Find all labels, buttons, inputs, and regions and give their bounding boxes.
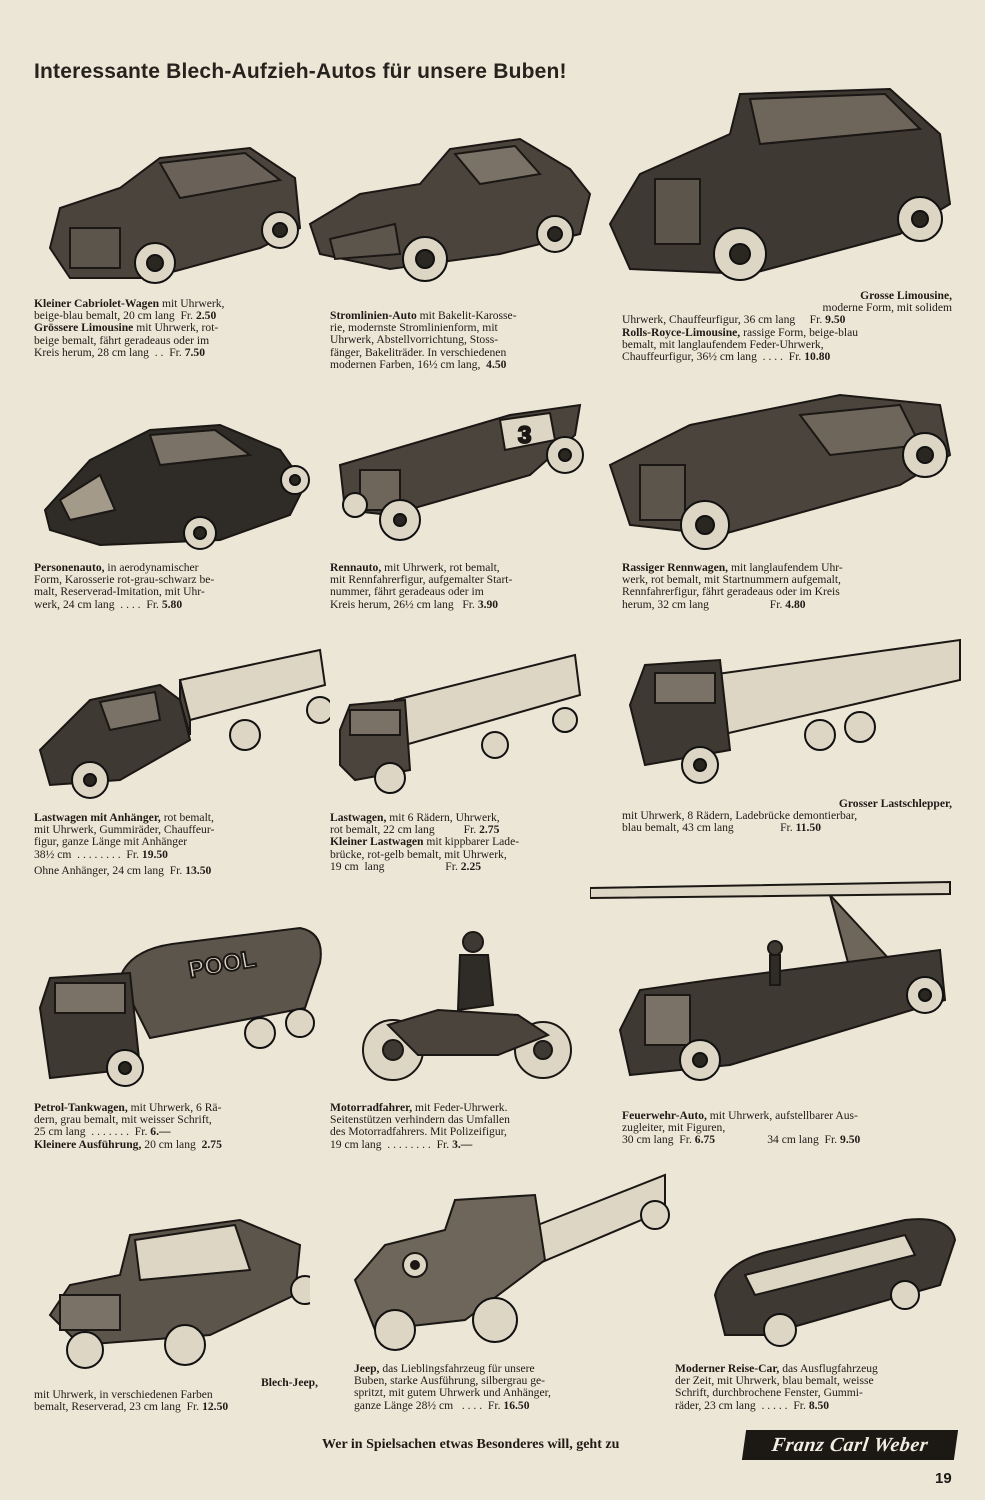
- caption-line: Chauffeurfigur, 36½ cm lang . . . . Fr. 10.80: [622, 351, 831, 364]
- jeep-illustration: [345, 1170, 670, 1360]
- caption-feuerwehr: [622, 1110, 952, 1147]
- caption-line: moderne Form, mit solidem: [822, 302, 952, 315]
- truck-illustration: [590, 880, 965, 1095]
- truck-illustration: [335, 650, 585, 800]
- caption-rennwagen: [622, 562, 952, 611]
- caption-line: Rennfahrerfigur, fährt geradeaus oder im Kreis: [622, 586, 840, 599]
- caption-line: Kleinere Ausführung, 20 cm lang 2.75: [34, 1138, 222, 1151]
- caption-line: Lastwagen, mit 6 Rädern, Uhrwerk,: [330, 812, 500, 824]
- caption-line: 19 cm lang . . . . . . . . Fr. 3.—: [330, 1138, 473, 1151]
- caption-line: Petrol-Tankwagen, mit Uhrwerk, 6 Rä-: [34, 1102, 222, 1114]
- caption-line: Blech-Jeep,: [261, 1377, 318, 1389]
- caption-line: Uhrwerk, Abstellvorrichtung, Stoss-: [330, 334, 499, 347]
- limousine-illustration: [600, 84, 960, 294]
- caption-line: blau bemalt, 43 cm lang Fr. 11.50: [622, 822, 822, 835]
- caption-line: Kleiner Lastwagen mit kippbarer Lade-: [330, 836, 520, 849]
- caption-line: Ohne Anhänger, 24 cm lang Fr. 13.50: [34, 864, 212, 877]
- caption-line: bemalt, Reserverad, 23 cm lang Fr. 12.50: [34, 1401, 229, 1414]
- page-number: 19: [935, 1470, 952, 1487]
- caption-line: Form, Karosserie rot-grau-schwarz be-: [34, 574, 215, 587]
- caption-line: bemalt, mit langlaufendem Feder-Uhrwerk,: [622, 338, 824, 351]
- caption-line: malt, Reserverad-Imitation, mit Uhr-: [34, 586, 205, 599]
- caption-tankwagen: [34, 1102, 289, 1151]
- cabriolet-illustration: [30, 118, 310, 288]
- caption-line: beige bemalt, fährt geradeaus oder im: [34, 334, 210, 347]
- caption-line: figur, ganze Länge mit Anhänger: [34, 836, 188, 849]
- caption-line: Personenauto, in aerodynamischer: [34, 562, 199, 574]
- caption-line: Kleiner Cabriolet-Wagen mit Uhrwerk,: [34, 298, 225, 310]
- caption-line: spritzt, mit gutem Uhrwerk und Anhänger,: [354, 1387, 551, 1400]
- stromlinie-illustration: [300, 124, 600, 294]
- footer-slogan: Wer in Spielsachen etwas Besonderes will, geht zu: [322, 1437, 620, 1452]
- caption-line: mit Uhrwerk, in verschiedenen Farben: [34, 1389, 213, 1402]
- blechjeep-illustration: [40, 1215, 310, 1375]
- page-title: Interessante Blech-Aufzieh-Autos für unsere Buben!: [34, 60, 567, 83]
- caption-line: zugleiter, mit Figuren,: [622, 1122, 726, 1135]
- caption-line: Moderner Reise-Car, das Ausflugfahrzeug: [675, 1363, 878, 1375]
- caption-blechjeep: [34, 1377, 318, 1414]
- caption-line: mit Uhrwerk, Gummiräder, Chauffeur-: [34, 824, 215, 837]
- caption-line: Kreis herum, 28 cm lang . . Fr. 7.50: [34, 346, 205, 359]
- caption-line: Feuerwehr-Auto, mit Uhrwerk, aufstellbarer Aus-: [622, 1110, 858, 1122]
- tankwagen-illustration: [30, 918, 330, 1098]
- caption-line: Grössere Limousine mit Uhrwerk, rot-: [34, 322, 219, 335]
- caption-line: der Zeit, mit Uhrwerk, blau bemalt, weisse: [675, 1375, 874, 1388]
- caption-line: werk, 24 cm lang . . . . Fr. 5.80: [34, 598, 183, 611]
- caption-lastschlepper: [622, 798, 952, 835]
- caption-line: 25 cm lang . . . . . . . Fr. 6.—: [34, 1126, 171, 1139]
- motorrad-illustration: [348, 930, 583, 1085]
- caption-line: ganze Länge 28½ cm . . . . Fr. 16.50: [354, 1399, 530, 1412]
- truck-illustration: [30, 640, 330, 805]
- truck-illustration: [30, 918, 330, 1098]
- caption-line: Grosse Limousine,: [860, 290, 952, 302]
- anhaenger-illustration: [30, 640, 330, 805]
- caption-line: modernen Farben, 16½ cm lang, 4.50: [330, 358, 507, 371]
- motorcycle-illustration: [348, 930, 583, 1085]
- race-number: 3: [518, 422, 532, 449]
- caption-line: werk, rot bemalt, mit Startnummern aufgemalt,: [622, 574, 841, 587]
- franz-carl-weber-logo: Franz Carl Weber: [742, 1430, 958, 1460]
- caption-line: Rassiger Rennwagen, mit langlaufendem Uhr-: [622, 562, 843, 574]
- caption-line: Motorradfahrer, mit Feder-Uhrwerk.: [330, 1102, 508, 1114]
- caption-line: 19 cm lang Fr. 2.25: [330, 860, 482, 873]
- caption-personenauto: [34, 562, 289, 611]
- caption-rennauto: [330, 562, 585, 611]
- caption-cabriolet: [34, 298, 289, 359]
- caption-line: rot bemalt, 22 cm lang Fr. 2.75: [330, 824, 500, 837]
- lastwagen-illustration: [335, 650, 585, 800]
- caption-line: beige-blau bemalt, 20 cm lang Fr. 2.50: [34, 310, 217, 323]
- caption-limousine: [622, 290, 952, 363]
- caption-line: Rennauto, mit Uhrwerk, rot bemalt,: [330, 562, 500, 574]
- caption-lastwagen: [330, 812, 585, 873]
- bus-illustration: [705, 1210, 960, 1360]
- caption-line: Lastwagen mit Anhänger, rot bemalt,: [34, 812, 214, 824]
- caption-line: Seitenstützen verhindern das Umfallen: [330, 1114, 510, 1127]
- rennauto-illustration: [320, 395, 590, 545]
- caption-line: rie, modernste Stromlinienform, mit: [330, 322, 498, 335]
- caption-line: Uhrwerk, Chauffeurfigur, 36 cm lang Fr. 9.50: [622, 314, 846, 327]
- personenauto-illustration: [40, 405, 310, 555]
- caption-line: mit Rennfahrerfigur, aufgemalter Start-: [330, 574, 513, 587]
- car-illustration: [320, 395, 590, 545]
- car-illustration: [30, 118, 310, 288]
- caption-line: Jeep, das Lieblingsfahrzeug für unsere: [354, 1363, 535, 1375]
- caption-line: des Motorradfahrers. Mit Polizeifigur,: [330, 1126, 507, 1139]
- caption-anhaenger: [34, 812, 289, 877]
- caption-line: 30 cm lang Fr. 6.75 34 cm lang Fr. 9.50: [622, 1134, 861, 1147]
- caption-line: mit Uhrwerk, 8 Rädern, Ladebrücke demontierbar,: [622, 810, 858, 823]
- reisecar-illustration: [705, 1210, 960, 1360]
- caption-motorrad: [330, 1102, 585, 1151]
- caption-line: dern, grau bemalt, mit weisser Schrift,: [34, 1114, 212, 1127]
- feuerwehr-illustration: [590, 880, 965, 1095]
- tank-label: POOL: [186, 945, 259, 984]
- caption-reisecar: [675, 1363, 955, 1412]
- caption-line: Buben, starke Ausführung, silbergrau ge-: [354, 1375, 546, 1388]
- car-illustration: [600, 84, 960, 294]
- car-illustration: [40, 405, 310, 555]
- caption-line: nummer, fährt geradeaus oder im: [330, 586, 484, 599]
- caption-line: Schrift, durchbrochene Fenster, Gummi-: [675, 1387, 863, 1400]
- caption-line: fänger, Bakeliträder. In verschiedenen: [330, 346, 507, 359]
- caption-line: brücke, rot-gelb bemalt, mit Uhrwerk,: [330, 848, 507, 861]
- truck-illustration: [620, 635, 965, 795]
- car-illustration: [300, 124, 600, 294]
- caption-line: räder, 23 cm lang . . . . . Fr. 8.50: [675, 1399, 830, 1412]
- caption-line: Grosser Lastschlepper,: [838, 798, 952, 810]
- caption-line: 38½ cm . . . . . . . . Fr. 19.50: [34, 848, 168, 861]
- lastschlepper-illustration: [620, 635, 965, 795]
- caption-stromlinie: [330, 310, 585, 371]
- car-illustration: [600, 385, 960, 555]
- caption-jeep: [354, 1363, 609, 1412]
- caption-line: herum, 32 cm lang Fr. 4.80: [622, 598, 806, 611]
- caption-line: Stromlinien-Auto mit Bakelit-Karosse-: [330, 310, 517, 322]
- car-illustration: [345, 1170, 670, 1360]
- rennwagen-illustration: [600, 385, 960, 555]
- caption-line: Kreis herum, 26½ cm lang Fr. 3.90: [330, 598, 499, 611]
- caption-line: Rolls-Royce-Limousine, rassige Form, beige-blau: [622, 326, 859, 339]
- car-illustration: [40, 1215, 310, 1375]
